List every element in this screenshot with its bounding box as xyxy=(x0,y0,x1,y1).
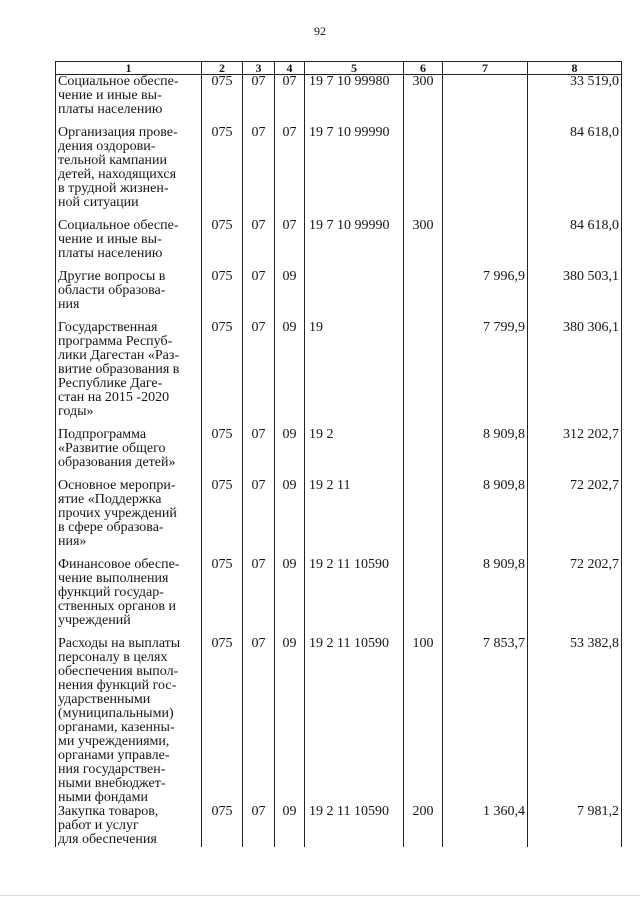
row-name-line: Социальное обеспе- xyxy=(58,217,179,233)
row-name xyxy=(56,126,202,219)
row-name-line: Закупка товаров, xyxy=(58,803,159,819)
row-name-line: тельной кампании xyxy=(58,152,168,168)
table-row xyxy=(56,805,622,847)
ministry-code: 075 xyxy=(202,479,243,558)
row-name-line: Подпрограмма xyxy=(58,426,147,442)
section-code: 07 xyxy=(243,126,275,219)
expense-type-code xyxy=(404,558,443,637)
subsection-code: 09 xyxy=(275,428,305,479)
target-item-code: 19 7 10 99980 xyxy=(305,75,404,126)
amount-col7: 7 853,7 xyxy=(443,637,528,805)
row-name xyxy=(56,637,202,805)
row-name-line: платы населению xyxy=(58,102,163,117)
row-name-line: Республике Даге- xyxy=(58,375,163,391)
col-header-6: 6 xyxy=(404,62,443,75)
expense-type-code xyxy=(404,270,443,321)
row-name-line: образования детей» xyxy=(58,454,176,470)
section-code: 07 xyxy=(243,805,275,847)
row-name-line: прочих учреждений xyxy=(58,505,177,521)
row-name xyxy=(56,479,202,558)
header-row xyxy=(56,62,622,75)
amount-col7: 1 360,4 xyxy=(443,805,528,847)
section-code: 07 xyxy=(243,75,275,126)
ministry-code: 075 xyxy=(202,270,243,321)
table-row xyxy=(56,219,622,270)
expense-type-code xyxy=(404,479,443,558)
ministry-code: 075 xyxy=(202,805,243,847)
ministry-code: 075 xyxy=(202,637,243,805)
subsection-code: 09 xyxy=(275,805,305,847)
section-code: 07 xyxy=(243,270,275,321)
col-header-1: 1 xyxy=(56,62,202,75)
amount-col7 xyxy=(443,75,528,126)
row-name-line: органами, казенны- xyxy=(58,719,175,735)
subsection-code: 09 xyxy=(275,321,305,428)
col-header-4: 4 xyxy=(275,62,305,75)
amount-col7 xyxy=(443,219,528,270)
row-name-line: области образова- xyxy=(58,282,166,298)
target-item-code: 19 xyxy=(305,321,404,428)
table-row xyxy=(56,126,622,219)
expense-type-code xyxy=(404,126,443,219)
expense-type-code: 300 xyxy=(404,75,443,126)
col-header-2: 2 xyxy=(202,62,243,75)
row-name-line: чение и иные вы- xyxy=(58,88,162,103)
target-item-code: 19 7 10 99990 xyxy=(305,126,404,219)
amount-col7: 8 909,8 xyxy=(443,479,528,558)
amount-col7: 8 909,8 xyxy=(443,558,528,637)
row-name xyxy=(56,805,202,847)
row-name-line: ной ситуации xyxy=(58,194,139,210)
row-name-line: функций государ- xyxy=(58,584,164,600)
subsection-code: 07 xyxy=(275,75,305,126)
ministry-code: 075 xyxy=(202,428,243,479)
subsection-code: 09 xyxy=(275,558,305,637)
expense-type-code: 200 xyxy=(404,805,443,847)
col-header-7: 7 xyxy=(443,62,528,75)
row-name-line: Финансовое обеспе- xyxy=(58,556,180,572)
row-name-line: лики Дагестан «Раз- xyxy=(58,347,180,363)
row-name-line: Другие вопросы в xyxy=(58,268,166,284)
row-name-line: Государственная xyxy=(58,319,158,335)
table-row xyxy=(56,637,622,805)
amount-col7 xyxy=(443,126,528,219)
row-name-line: ными внебюджет- xyxy=(58,775,166,791)
row-name xyxy=(56,270,202,321)
subsection-code: 07 xyxy=(275,219,305,270)
amount-col7: 7 799,9 xyxy=(443,321,528,428)
row-name-line: чение и иные вы- xyxy=(58,231,162,247)
row-name-line: ния государствен- xyxy=(58,761,166,777)
row-name xyxy=(56,321,202,428)
amount-col8: 72 202,7 xyxy=(528,479,622,558)
ministry-code: 075 xyxy=(202,321,243,428)
expense-type-code: 100 xyxy=(404,637,443,805)
row-name-line: дения оздорови- xyxy=(58,138,156,154)
row-name-line: ния xyxy=(58,296,80,312)
section-code: 07 xyxy=(243,479,275,558)
table-row xyxy=(56,558,622,637)
row-name-line: чение выполнения xyxy=(58,570,169,586)
row-name-line: платы населению xyxy=(58,245,163,261)
amount-col8: 72 202,7 xyxy=(528,558,622,637)
target-item-code: 19 2 11 xyxy=(305,479,404,558)
ministry-code: 075 xyxy=(202,219,243,270)
target-item-code xyxy=(305,270,404,321)
section-code: 07 xyxy=(243,558,275,637)
target-item-code: 19 2 11 10590 xyxy=(305,637,404,805)
expense-type-code xyxy=(404,428,443,479)
row-name-line: витие образования в xyxy=(58,361,180,377)
subsection-code: 09 xyxy=(275,637,305,805)
row-name-line: ятие «Поддержка xyxy=(58,491,162,507)
ministry-code: 075 xyxy=(202,126,243,219)
row-name-line: в сфере образова- xyxy=(58,519,164,535)
row-name-line: Социальное обеспе- xyxy=(58,74,179,89)
row-name-line: обеспечения выпол- xyxy=(58,663,179,679)
budget-table xyxy=(55,61,622,847)
row-name-line: годы» xyxy=(58,403,94,419)
target-item-code: 19 2 11 10590 xyxy=(305,805,404,847)
col-header-3: 3 xyxy=(243,62,275,75)
amount-col8: 380 503,1 xyxy=(528,270,622,321)
subsection-code: 09 xyxy=(275,479,305,558)
expense-type-code: 300 xyxy=(404,219,443,270)
row-name-line: стан на 2015 -2020 xyxy=(58,389,170,405)
row-name-line: детей, находящихся xyxy=(58,166,177,182)
row-name-line: Основное меропри- xyxy=(58,477,176,493)
row-name xyxy=(56,558,202,637)
row-name-line: «Развитие общего xyxy=(58,440,166,456)
amount-col8: 7 981,2 xyxy=(528,805,622,847)
target-item-code: 19 2 xyxy=(305,428,404,479)
row-name-line: Расходы на выплаты xyxy=(58,635,181,651)
section-code: 07 xyxy=(243,219,275,270)
amount-col8: 312 202,7 xyxy=(528,428,622,479)
amount-col7: 8 909,8 xyxy=(443,428,528,479)
row-name xyxy=(56,75,202,126)
subsection-code: 09 xyxy=(275,270,305,321)
row-name-line: ными фондами xyxy=(58,789,149,805)
ministry-code: 075 xyxy=(202,75,243,126)
amount-col8: 84 618,0 xyxy=(528,126,622,219)
row-name-line: нения функций гос- xyxy=(58,677,177,693)
amount-col8: 380 306,1 xyxy=(528,321,622,428)
table-row xyxy=(56,270,622,321)
page-bottom-edge xyxy=(0,895,640,896)
row-name-line: персоналу в целях xyxy=(58,649,168,665)
row-name-line: для обеспечения xyxy=(58,831,157,847)
expense-type-code xyxy=(404,321,443,428)
amount-col7: 7 996,9 xyxy=(443,270,528,321)
row-name-line: (муниципальными) xyxy=(58,705,174,721)
row-name-line: учреждений xyxy=(58,612,131,628)
row-name-line: в трудной жизнен- xyxy=(58,180,169,196)
target-item-code: 19 7 10 99990 xyxy=(305,219,404,270)
table-row xyxy=(56,321,622,428)
table-row xyxy=(56,479,622,558)
row-name-line: ударственными xyxy=(58,691,151,707)
row-name-line: программа Респуб- xyxy=(58,333,173,349)
row-name xyxy=(56,428,202,479)
table-row xyxy=(56,75,622,126)
row-name-line: ственных органов и xyxy=(58,598,177,614)
row-name-line: Организация прове- xyxy=(58,124,178,140)
target-item-code: 19 2 11 10590 xyxy=(305,558,404,637)
col-header-5: 5 xyxy=(305,62,404,75)
row-name-line: ния» xyxy=(58,533,87,549)
col-header-8: 8 xyxy=(528,62,622,75)
row-name-line: ми учреждениями, xyxy=(58,733,170,749)
section-code: 07 xyxy=(243,637,275,805)
ministry-code: 075 xyxy=(202,558,243,637)
row-name-line: работ и услуг xyxy=(58,817,139,833)
amount-col8: 53 382,8 xyxy=(528,637,622,805)
row-name xyxy=(56,219,202,270)
page-number: 92 xyxy=(314,24,326,38)
section-code: 07 xyxy=(243,428,275,479)
subsection-code: 07 xyxy=(275,126,305,219)
section-code: 07 xyxy=(243,321,275,428)
table-row xyxy=(56,428,622,479)
row-name-line: органами управле- xyxy=(58,747,170,763)
amount-col8: 84 618,0 xyxy=(528,219,622,270)
amount-col8: 33 519,0 xyxy=(528,75,622,126)
